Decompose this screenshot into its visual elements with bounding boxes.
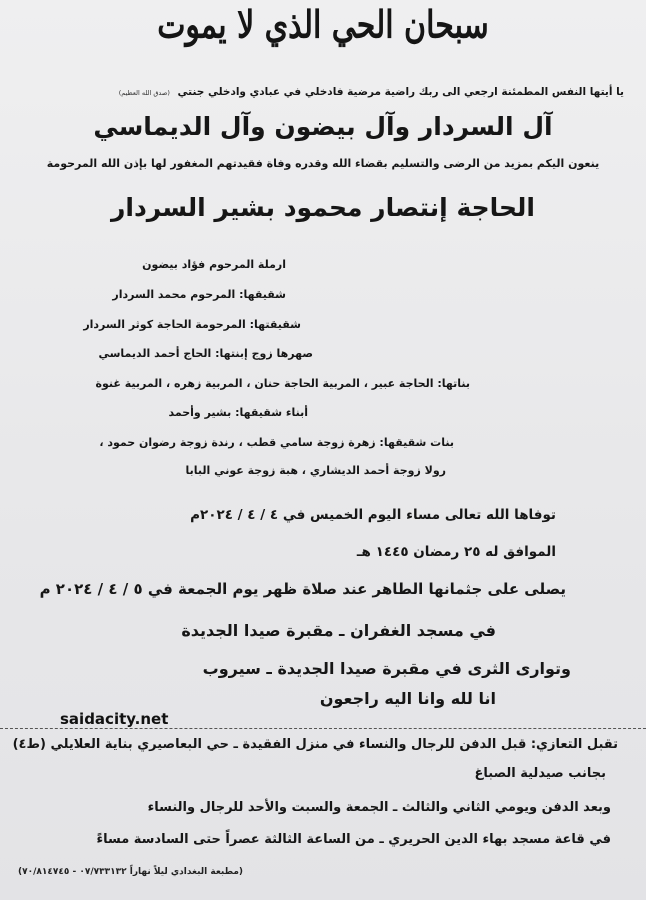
burial-location: وتوارى الثرى في مقبرة صيدا الجديدة ـ سيروب — [202, 659, 571, 678]
condolence-line: في قاعة مسجد بهاء الدين الحريري ـ من الساعة الثالثة عصراً حتى السادسة مساءً — [96, 832, 611, 847]
death-date: توفاها الله تعالى مساء اليوم الخميس في ٤ / ٤ / ٢٠٢٤م — [190, 507, 556, 523]
condolence-line: تقبل التعازي: قبل الدفن للرجال والنساء في منزل الفقيدة ـ حي البعاصيري بناية العلايلي (ط٤) — [12, 737, 618, 752]
relative-line: صهرها زوج إبنتها: الحاج أحمد الديماسي — [98, 347, 313, 360]
mourning-statement: ينعون اليكم بمزيد من الرضى والتسليم بقضاء الله وقدره وفاة فقيدتهم المغفور لها بإذن الله المرحومة — [46, 157, 600, 170]
condolence-line: بجانب صيدلية الصباغ — [474, 766, 606, 781]
relative-line: رولا زوجة أحمد الديشاري ، هبة زوجة عوني البابا — [185, 464, 446, 477]
watermark-site: saidacity.net — [60, 710, 169, 728]
verse-text: يا أيتها النفس المطمئنة ارجعي الى ربك راضية مرضية فادخلي في عبادي وادخلي جنتي — [177, 86, 624, 98]
basmala-calligraphy: سبحان الحي الذي لا يموت — [157, 3, 489, 48]
printer-credit: (مطبعة البغدادي ليلاً نهاراً ٠٧/٧٣٣١٣٢ - ٧٠/٨١٤٧٤٥) — [18, 867, 244, 877]
deceased-name: الحاجة إنتصار محمود بشير السردار — [110, 193, 535, 222]
hijri-date: الموافق له ٢٥ رمضان ١٤٤٥ هـ — [356, 544, 556, 560]
dashed-divider — [0, 728, 646, 729]
verse-reference: (صدق الله العظيم) — [118, 89, 170, 97]
relative-line: بناتها: الحاجة عبير ، المربية الحاجة حنان ، المربية زهره ، المربية غنوة — [95, 377, 470, 390]
relative-line: بنات شقيقها: زهرة زوجة سامي قطب ، رندة زوجة رضوان حمود ، — [99, 436, 454, 449]
mosque-location: في مسجد الغفران ـ مقبرة صيدا الجديدة — [181, 621, 496, 640]
families-heading: آل السردار وآل بيضون وآل الديماسي — [93, 112, 553, 141]
closing-verse: انا لله وانا اليه راجعون — [319, 689, 496, 708]
condolence-line: وبعد الدفن ويومي الثاني والثالث ـ الجمعة والسبت والأحد للرجال والنساء — [147, 800, 611, 815]
funeral-prayer: يصلى على جثمانها الطاهر عند صلاة ظهر يوم الجمعة في ٥ / ٤ / ٢٠٢٤ م — [39, 580, 566, 598]
relative-line: شقيقتها: المرحومة الحاجة كوثر السردار — [83, 318, 301, 331]
quran-verse — [119, 86, 624, 98]
relative-line: أبناء شقيقها: بشير وأحمد — [168, 406, 308, 419]
relative-line: شقيقها: المرحوم محمد السردار — [112, 288, 286, 301]
relative-line: ارملة المرحوم فؤاد بيضون — [142, 258, 286, 271]
